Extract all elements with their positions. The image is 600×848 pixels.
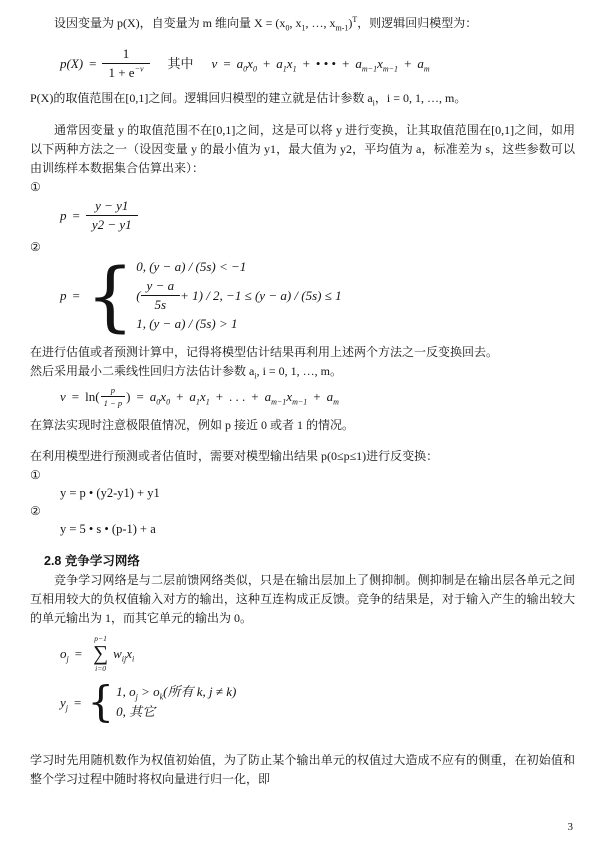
- math-term: [327, 387, 339, 406]
- fraction: [141, 278, 181, 313]
- paren: ): [126, 389, 131, 404]
- paragraph-competitive-learning: 竞争学习网络是与二层前馈网络类似，只是在输出层加上了侧抑制。侧抑制是在输出层各单元之间互相用较大的负权值输入对方的输出，这种互连构成正反馈。竞争的结果是，对于输入产生的输出较大的单元输出为 1，而其它单元的输出为 0。: [30, 573, 575, 625]
- equals-sign: =: [71, 389, 80, 404]
- left-brace: {: [85, 250, 135, 340]
- fraction-numerator: 1: [102, 46, 149, 64]
- subscript: m−1: [382, 64, 399, 74]
- equation-inverse-2: y = 5 • s • (p-1) + a: [60, 522, 156, 536]
- ellipsis-dots: • • •: [315, 56, 337, 71]
- text-run: , …, x: [305, 16, 336, 30]
- plus-sign: +: [215, 389, 224, 404]
- equals-sign: =: [72, 208, 80, 223]
- math-var: a: [276, 56, 283, 71]
- sum-lower-limit: i=0: [95, 664, 107, 673]
- math-term: [113, 644, 134, 663]
- math-term: [417, 54, 429, 73]
- text-run: , i = 0, 1, …, m。: [256, 364, 342, 378]
- sigma-symbol: ∑: [93, 641, 109, 665]
- math-var: x: [199, 389, 206, 404]
- plus-sign: +: [251, 389, 259, 404]
- math-term: [60, 693, 68, 712]
- section-heading-competitive-learning: 2.8 竞争学习网络: [44, 554, 140, 568]
- text-run: + 1) / 2, −1 ≤ (y − a) / (5s) ≤ 1: [180, 287, 342, 303]
- text-run: , x: [289, 16, 302, 30]
- equals-sign: =: [223, 56, 231, 71]
- equals-sign: =: [74, 694, 82, 710]
- subscript: ij: [121, 654, 127, 664]
- subscript: i: [254, 371, 257, 381]
- circled-number-2: ②: [30, 504, 41, 518]
- formula-zscore-transform: [60, 250, 575, 340]
- paragraph-transform-methods: 通常因变量 y 的取值范围不在[0,1]之间，这是可以将 y 进行变换，让其取值范围在[0,1]之间，如用以下两种方法之一（设因变量 y 的最小值为 y1，最大值为 y2，平均值为 a，标准差为 s，这些参数可以由训练样本数据集合估算出来）：: [30, 123, 575, 175]
- fraction: [86, 198, 138, 233]
- subscript: i: [372, 98, 375, 108]
- math-var: v: [60, 389, 66, 404]
- subscript: j: [65, 703, 69, 713]
- formula-logistic-regression: [60, 46, 575, 81]
- math-var: a: [149, 389, 157, 404]
- text-run: > o: [137, 684, 160, 699]
- case-row: 0, 其它: [116, 704, 156, 719]
- fraction-numerator: y − y1: [86, 198, 138, 216]
- fraction-numerator: y − a: [141, 278, 181, 296]
- subscript: 0: [252, 64, 257, 74]
- math-var: p: [60, 288, 67, 303]
- math-var: a: [326, 389, 334, 404]
- subscript: 0: [285, 23, 290, 33]
- case-row: 1, (y − a) / (5s) > 1: [136, 316, 238, 331]
- subscript: m−1: [361, 64, 378, 74]
- math-var: a: [264, 389, 272, 404]
- formula-winner-take-all: [60, 677, 575, 726]
- superscript: T: [352, 15, 358, 24]
- plus-sign: +: [342, 56, 350, 71]
- plus-sign: +: [302, 56, 310, 71]
- text-run: 1 + e: [108, 65, 135, 80]
- paragraph-weight-init: 学习时先用随机数作为权值初始值，为了防止某个输出单元的权值过大造成不应有的侧重，在初始值和整个学习过程中随时将权向量进行归一化，即: [30, 753, 575, 786]
- math-var: a: [236, 56, 244, 71]
- math-var: p: [60, 208, 67, 223]
- subscript: i: [131, 654, 135, 664]
- paragraph-least-squares: [30, 362, 575, 381]
- ln-operator: ln: [85, 389, 96, 404]
- subscript: 1: [292, 64, 297, 74]
- plus-sign: +: [404, 56, 412, 71]
- math-var: w: [113, 646, 122, 661]
- paragraph-model-intro: [30, 14, 575, 33]
- subscript: 1: [301, 23, 306, 33]
- fraction-denominator: y2 − y1: [91, 217, 132, 232]
- subscript: m-1: [335, 23, 349, 33]
- plus-sign: +: [313, 389, 321, 404]
- math-term: [60, 644, 69, 663]
- piecewise-cases: [116, 682, 236, 722]
- fraction-denominator: [102, 64, 149, 81]
- left-brace: {: [87, 677, 115, 726]
- math-term: [189, 387, 209, 406]
- text-run: ，i = 0, 1, …, m。: [374, 91, 467, 105]
- formula-logit: [60, 385, 575, 408]
- fraction-denominator: 1 − p: [103, 398, 123, 408]
- text-run: 其中: [167, 56, 194, 71]
- paragraph-range: [30, 89, 575, 108]
- subscript: m: [423, 64, 430, 74]
- equals-sign: =: [89, 56, 97, 71]
- math-var: a: [417, 56, 424, 71]
- text-run: (: [136, 287, 141, 303]
- circled-number-2: ②: [30, 240, 41, 254]
- math-term: [150, 387, 170, 406]
- subscript: m−1: [292, 397, 308, 407]
- circled-number-1: ①: [30, 468, 41, 482]
- text-run: ): [348, 16, 353, 30]
- fraction-denominator: 5s: [154, 297, 167, 312]
- formula-output-sum: [60, 634, 575, 673]
- circled-number-1: ①: [30, 180, 41, 194]
- fraction-numerator: p: [101, 385, 126, 397]
- text-run: 1, o: [116, 684, 136, 699]
- math-var: v: [211, 56, 218, 71]
- subscript: 1: [205, 397, 210, 407]
- math-term: [265, 387, 308, 406]
- math-term: [276, 54, 296, 73]
- subscript: j: [66, 654, 69, 664]
- subscript: 0: [156, 397, 161, 407]
- paragraph-inverse-transform: 在利用模型进行预测或者估值时，需要对模型输出结果 p(0≤p≤1)进行反变换：: [30, 449, 439, 463]
- subscript: 0: [243, 64, 248, 74]
- equals-sign: =: [74, 646, 83, 661]
- page-number: 3: [567, 821, 573, 833]
- text-run: 然后采用最小二乘线性回归方法估计参数 a: [30, 364, 255, 378]
- case-row: 0, (y − a) / (5s) < −1: [136, 259, 247, 274]
- text-run: (所有 k, j ≠ k): [163, 684, 237, 699]
- subscript: m−1: [271, 397, 287, 407]
- piecewise-cases: [136, 256, 341, 335]
- subscript: 1: [195, 397, 200, 407]
- math-var: p(X): [60, 56, 84, 71]
- math-var: x: [160, 389, 167, 404]
- text-run: P(X)的取值范围在[0,1]之间。逻辑回归模型的建立就是估计参数 a: [30, 91, 373, 105]
- paren: (: [95, 389, 100, 404]
- subscript: k: [159, 692, 164, 702]
- subscript: 0: [166, 397, 171, 407]
- math-var: x: [377, 56, 383, 71]
- subscript: 1: [282, 64, 287, 74]
- math-var: x: [286, 389, 293, 404]
- math-var: a: [355, 56, 362, 71]
- math-var: x: [286, 56, 293, 71]
- summation: [93, 634, 108, 673]
- formula-minmax-transform: [60, 198, 575, 233]
- subscript: m: [333, 397, 339, 407]
- math-term: [237, 54, 257, 73]
- math-var: x: [126, 646, 132, 661]
- superscript: −v: [134, 64, 144, 74]
- subscript: j: [135, 692, 138, 702]
- case-row: [116, 682, 236, 702]
- plus-sign: +: [262, 56, 271, 71]
- equation-inverse-1: y = p • (y2-y1) + y1: [60, 486, 160, 500]
- math-term: [85, 387, 99, 406]
- ellipsis-dots: . . .: [229, 389, 246, 404]
- math-term: [116, 682, 236, 702]
- math-var: o: [60, 646, 67, 661]
- math-var: a: [189, 389, 196, 404]
- equals-sign: =: [72, 288, 80, 303]
- fraction: [102, 46, 149, 81]
- text-run: ，则逻辑回归模型为：: [357, 16, 478, 30]
- sum-upper-limit: p−1: [94, 634, 107, 643]
- equals-sign: =: [136, 389, 144, 404]
- small-fraction: [101, 385, 126, 408]
- math-var: x: [247, 56, 253, 71]
- math-var: y: [60, 694, 66, 710]
- paragraph-inverse-note: 在进行估值或者预测计算中，记得将模型估计结果再利用上述两个方法之一反变换回去。: [30, 345, 499, 359]
- plus-sign: +: [176, 389, 184, 404]
- text-run: 设因变量为 p(X)，自变量为 m 维向量 X = (x: [54, 16, 286, 30]
- case-row: [136, 278, 341, 313]
- math-term: [355, 54, 398, 73]
- paragraph-limit-note: 在算法实现时注意极限值情况，例如 p 接近 0 或者 1 的情况。: [30, 418, 355, 432]
